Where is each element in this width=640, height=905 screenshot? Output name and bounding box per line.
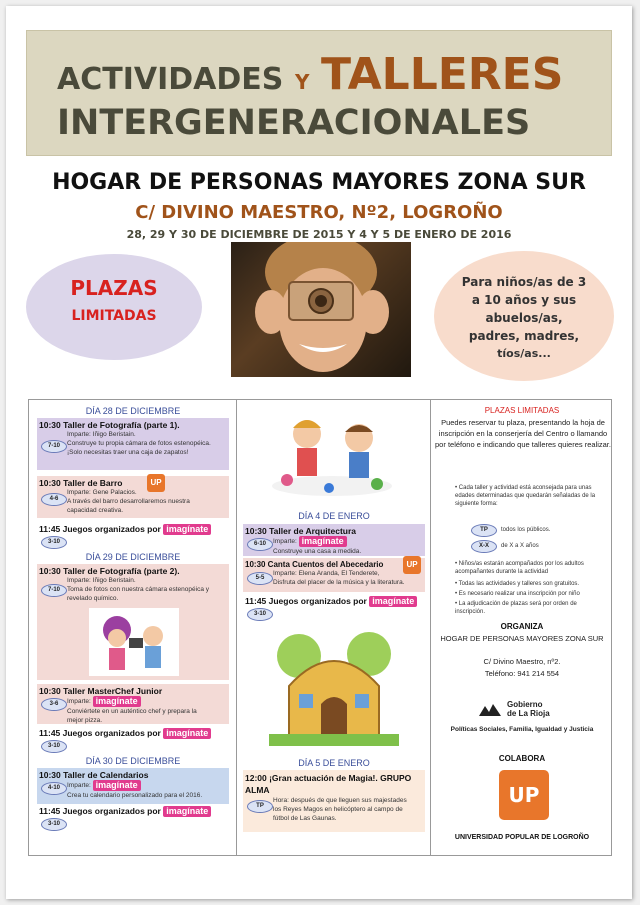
age-badge: 5-5 [247,572,273,585]
info-column [431,400,613,855]
day-heading: DÍA 30 DE DICIEMBRE [85,756,181,766]
age-badge: 7-10 [41,584,67,597]
organizer-phone: Teléfono: 941 214 554 [484,669,560,678]
age-badge: 4-10 [41,782,67,795]
imaginate-logo: imagínate [369,596,417,607]
activity-architecture-workshop [243,524,425,556]
organizer-heading: ORGANIZA [500,622,544,631]
schedule-grid [28,399,612,856]
age-badge: 3-10 [41,740,67,753]
title-word-actividades: ACTIVIDADES [57,62,284,97]
universidad-popular-logo: UP [499,770,549,820]
activity-title: 10:30 Taller MasterChef Junior [39,686,163,696]
kids-photographers-illustration [89,608,179,676]
activity-title: 10:30 Taller de Barro [39,478,123,488]
poster-page [6,6,632,899]
age-badge: 3-10 [247,608,273,621]
day-heading: DÍA 5 DE ENERO [298,758,370,768]
activity-magic-show [243,770,425,832]
activity-detail: A través del barro desarrollaremos nuestra [67,498,190,505]
organizer-name: HOGAR DE PERSONAS MAYORES ZONA SUR [440,634,604,643]
schedule-column-january [237,400,431,855]
bullet-text: Todas las actividades y talleres son gratuitos. [458,581,580,587]
bullet-accompanied: • Niños/as estarán acompañados por los adultos acompañantes durante la actividad [455,561,584,575]
activity-detail: Construye tu propia cámara de fotos estenopéica. [67,440,211,447]
activity-masterchef-junior [37,684,229,724]
activity-games-dec28 [37,522,229,548]
activity-photo-workshop-2 [37,564,229,680]
imaginate-logo: imagínate [93,780,141,791]
gobierno-department: Políticas Sociales, Familia, Igualdad y Justicia [450,726,594,733]
activity-detail: fútbol de Las Gaunas. [273,815,337,822]
activity-clay-workshop [37,476,229,518]
age-badge-legend-xx: X-X [471,540,497,553]
day-heading: DÍA 4 DE ENERO [298,511,370,521]
age-badge: 3-10 [41,818,67,831]
imaginate-logo: imagínate [93,696,141,707]
activity-title: 10:30 Taller de Fotografía (parte 1). [39,420,180,430]
activity-detail: revelado químico. [67,595,119,602]
imaginate-logo: imagínate [163,728,211,739]
activity-detail: Imparte: Iñigo Beristain. [67,431,136,438]
activity-alphabet-songs [243,558,425,592]
activity-title: 11:45 Juegos organizados por [39,524,161,534]
activity-detail: Conviértete en un auténtico chef y prepara la [67,708,197,715]
age-badge-legend-tp: TP [471,524,497,537]
audience-oval [434,251,614,381]
collaborator-name: UNIVERSIDAD POPULAR DE LOGROÑO [454,834,590,841]
activity-detail: capacidad creativa. [67,507,124,514]
activity-detail: los Reyes Magos en helicóptero al campo de [273,806,403,813]
limited-places-line-1: PLAZAS [70,276,158,300]
audience-line: Para niños/as de 3 [461,275,587,289]
age-badge: TP [247,800,273,813]
venue-address: C/ DIVINO MAESTRO, Nº2, LOGROÑO [135,202,503,223]
audience-line: a 10 años y sus [471,293,577,307]
age-badge: 3-6 [41,698,67,711]
activity-games-jan4 [243,594,425,620]
age-badge: 4-6 [41,493,67,506]
collaborator-heading: COLABORA [498,754,546,763]
venue-name: HOGAR DE PERSONAS MAYORES ZONA SUR [52,170,586,195]
schedule-column-december [29,400,237,855]
age-badge: 7-10 [41,440,67,453]
activity-games-dec29 [37,726,229,752]
activity-detail: Imparte: Iñigo Beristain. [67,577,136,584]
legend-tp-text: todos los públicos. [501,527,551,533]
child-camera-photo [231,242,411,377]
age-badge: 3-10 [41,536,67,549]
audience-line: padres, madres, [468,329,580,343]
activity-title: 10:30 Canta Cuentos del Abecedario [245,560,384,569]
activity-detail: mejor pizza. [67,717,103,724]
bullet-free: • Todas las actividades y talleres son gratuitos. [455,581,580,587]
organizer-address: C/ Divino Maestro, nº2. [483,657,561,666]
gobierno-rioja-logo [477,700,587,724]
bullet-text: La adjudicación de plazas será por orden de inscripción. [455,601,577,615]
bullet-order: • La adjudicación de plazas será por orden de inscripción. [455,601,577,615]
activity-detail: ¡Solo necesitas traer una caja de zapatos! [67,449,189,456]
limited-places-oval [26,254,202,360]
activity-title: 11:45 Juegos organizados por [245,596,367,606]
activity-detail: Toma de fotos con nuestra cámara estenopéica y [67,586,209,593]
activity-detail: Construye una casa a medida. [273,548,362,555]
bullet-text: Cada taller y actividad está aconsejada para unas edades determinadas que quedarán señaladas de la siguiente forma: [455,485,596,507]
gobierno-rioja-emblem [477,702,503,718]
gobierno-text: Gobierno [507,700,543,709]
title-word-talleres: TALLERES [321,49,564,100]
title-line-2: INTERGENERACIONALES [57,103,531,143]
imaginate-logo: imagínate [163,806,211,817]
title-banner [26,30,612,156]
activity-detail: Imparte: [67,782,91,790]
activity-detail: Imparte: [67,698,91,706]
activity-calendar-workshop [37,768,229,804]
bullet-text: Es necesario realizar una inscripción por niño [458,591,580,597]
audience-line: abuelos/as, [485,311,563,325]
activity-detail: Imparte: Gene Palacios. [67,489,137,496]
reservation-info: Puedes reservar tu plaza, presentando la hoja de inscripción en la conserjería del Centro o llamando por teléfono e indicando que talleres quieres realizar. [435,418,611,449]
child-camera-illustration [231,242,411,377]
title-line-1 [57,49,563,100]
audience-line: tíos/as... [497,347,551,360]
activity-title: 11:45 Juegos organizados por [39,806,161,816]
activity-title: 10:30 Taller de Calendarios [39,770,149,780]
activity-detail: Imparte: Elena Aranda, El Tenderete, [273,570,380,577]
age-badge: 6-10 [247,538,273,551]
activity-detail: Crea tu calendario personalizado para el 2016. [67,792,203,799]
fairy-house-illustration [269,626,399,746]
bullet-text: Niños/as estarán acompañados por los adultos acompañantes durante la actividad [455,561,584,575]
activity-detail: Hora: después de que lleguen sus majestades [273,797,407,804]
activity-title: 12:00 ¡Gran actuación de Magia!. GRUPO ALMA [245,773,412,795]
info-heading: PLAZAS LIMITADAS [484,406,560,415]
activity-title: 10:30 Taller de Arquitectura [245,526,357,536]
activity-title: 10:30 Taller de Fotografía (parte 2). [39,566,180,576]
title-word-y: Y [294,70,310,94]
activity-detail: Imparte: [273,538,297,546]
gobierno-text: de La Rioja [507,709,550,718]
imaginate-logo: imagínate [163,524,211,535]
day-heading: DÍA 29 DE DICIEMBRE [85,552,181,562]
legend-xx-text: de X a X años [501,543,539,549]
universidad-popular-icon: UP [147,474,165,492]
kids-painting-illustration [267,406,397,498]
activity-title: 11:45 Juegos organizados por [39,728,161,738]
activity-photo-workshop-1 [37,418,229,470]
activity-detail: Disfruta del placer de la música y la literatura. [273,579,405,586]
bullet-per-child: • Es necesario realizar una inscripción por niño [455,591,580,597]
imaginate-logo: imagínate [299,536,347,547]
activity-games-dec30 [37,804,229,832]
limited-places-line-2: LIMITADAS [71,308,157,324]
bullet-age-ranges: • Cada taller y actividad está aconsejada para unas edades determinadas que quedarán señaladas de la siguiente forma: [455,485,596,507]
universidad-popular-icon: UP [403,556,421,574]
day-heading: DÍA 28 DE DICIEMBRE [85,406,181,416]
event-dates: 28, 29 Y 30 DE DICIEMBRE DE 2015 Y 4 Y 5 DE ENERO DE 2016 [126,228,512,241]
